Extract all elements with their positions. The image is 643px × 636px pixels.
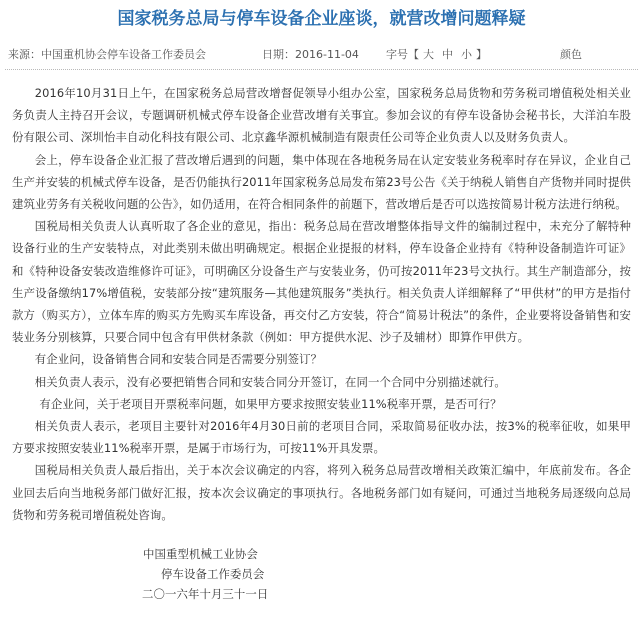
paragraph-intro: 2016年10月31日上午，在国家税务总局营改增督促领导小组办公室，国家税务总局货物和劳务税司增值税处相关业务负责人主持召开会议，专题调研机械式停车设备企业营改增有关事宜。参加会议的有停车设备协会秘书长，大洋泊车股份有限公司、深圳怡丰自动化科技有限公司、北京鑫华源机械制造有限责任公司等企业负责人以及财务负责人。 [12,86,631,145]
font-size-small-button[interactable]: 小 [461,48,472,61]
font-size-control [386,43,487,67]
font-size-close-bracket: 】 [476,48,487,61]
paragraph-question-1: 有企业问，设备销售合同和安装合同是否需要分别签订？ [34,352,323,367]
paragraph-question-2: 有企业问，关于老项目开票税率问题，如果甲方要求按照安装业11%税率开票，是否可行？ [39,396,502,411]
paragraph-meeting: 会上，停车设备企业汇报了营改增后遇到的问题，集中体现在各地税务局在认定安装业务税率时存在异议，企业自己生产并安装的机械式停车设备，是否仍能执行2011年国家税务总局发布第23号公告《关于纳税人销售自产货物并同时提供建筑业劳务有关税收问题的公告》，如仍适用，在符合相同条件的前题下，营改增后是否可以选按简易计税方法进行纳税。 [12,152,631,212]
font-size-label: 字号【 [386,48,419,61]
paragraph-response: 国税局相关负责人认真听取了各企业的意见，指出：税务总局在营改增整体指导文件的编制过程中，未充分了解特种设备行业的生产安装特点，对此类别未做出明确规定。根据企业提报的材料，停车设备企业持有《特种设备制造许可证》和《特种设备安装改造维修许可证》，可明确区分设备生产与安装业务，仍可按2011年23号文执行。其生产制造部分，按生产设备缴纳17%增值税，安装部分按“建筑服务—其他建筑服务”类执行。相关负责人详细解释了“甲供材”的甲方是指付款方（购买方），立体车库的购买方先购买车库设备，再交付乙方安装，符合“简易计税法”的条件，企业要将设备销售和安装业务分别核算，只要合同中包含有甲供材条款（例如：甲方提供水泥、沙子及辅材）即算作甲供方。 [12,219,631,345]
signature-block [12,544,631,604]
font-size-large-button[interactable]: 大 [423,48,434,61]
signature-committee: 停车设备工作委员会 [161,567,265,582]
paragraph-answer-1: 相关负责人表示，没有必要把销售合同和安装合同分开签订，在同一个合同中分别描述就行。 [34,374,506,389]
color-option[interactable]: 颜色 [560,48,582,61]
meta-divider [5,69,638,70]
article-title: 国家税务总局与停车设备企业座谈，就营改增问题释疑 [117,9,526,29]
date-label: 日期：2016-11-04 [262,48,359,61]
paragraph-answer-2: 相关负责人表示，老项目主要针对2016年4月30日前的老项目合同，采取简易征收办法，按3%的税率征收，如果甲方要求按照安装业11%税率开票，是属于市场行为，可按11%开具发票。 [12,419,631,456]
font-size-medium-button[interactable]: 中 [442,48,453,61]
article-meta [0,43,643,67]
paragraph-conclusion: 国税局相关负责人最后指出，关于本次会议确定的内容，将列入税务总局营改增相关政策汇编中，年底前发布。各企业回去后向当地税务部门做好汇报，按本次会议确定的事项执行。各地税务部门如有疑问，可通过当地税务局逐级向总局货物和劳务税司增值税处咨询。 [12,463,631,522]
article-body [0,82,643,604]
signature-date: 二〇一六年十月三十一日 [142,587,269,602]
signature-org: 中国重型机械工业协会 [143,547,258,562]
source-label: 来源：中国重机协会停车设备工作委员会 [8,48,206,61]
